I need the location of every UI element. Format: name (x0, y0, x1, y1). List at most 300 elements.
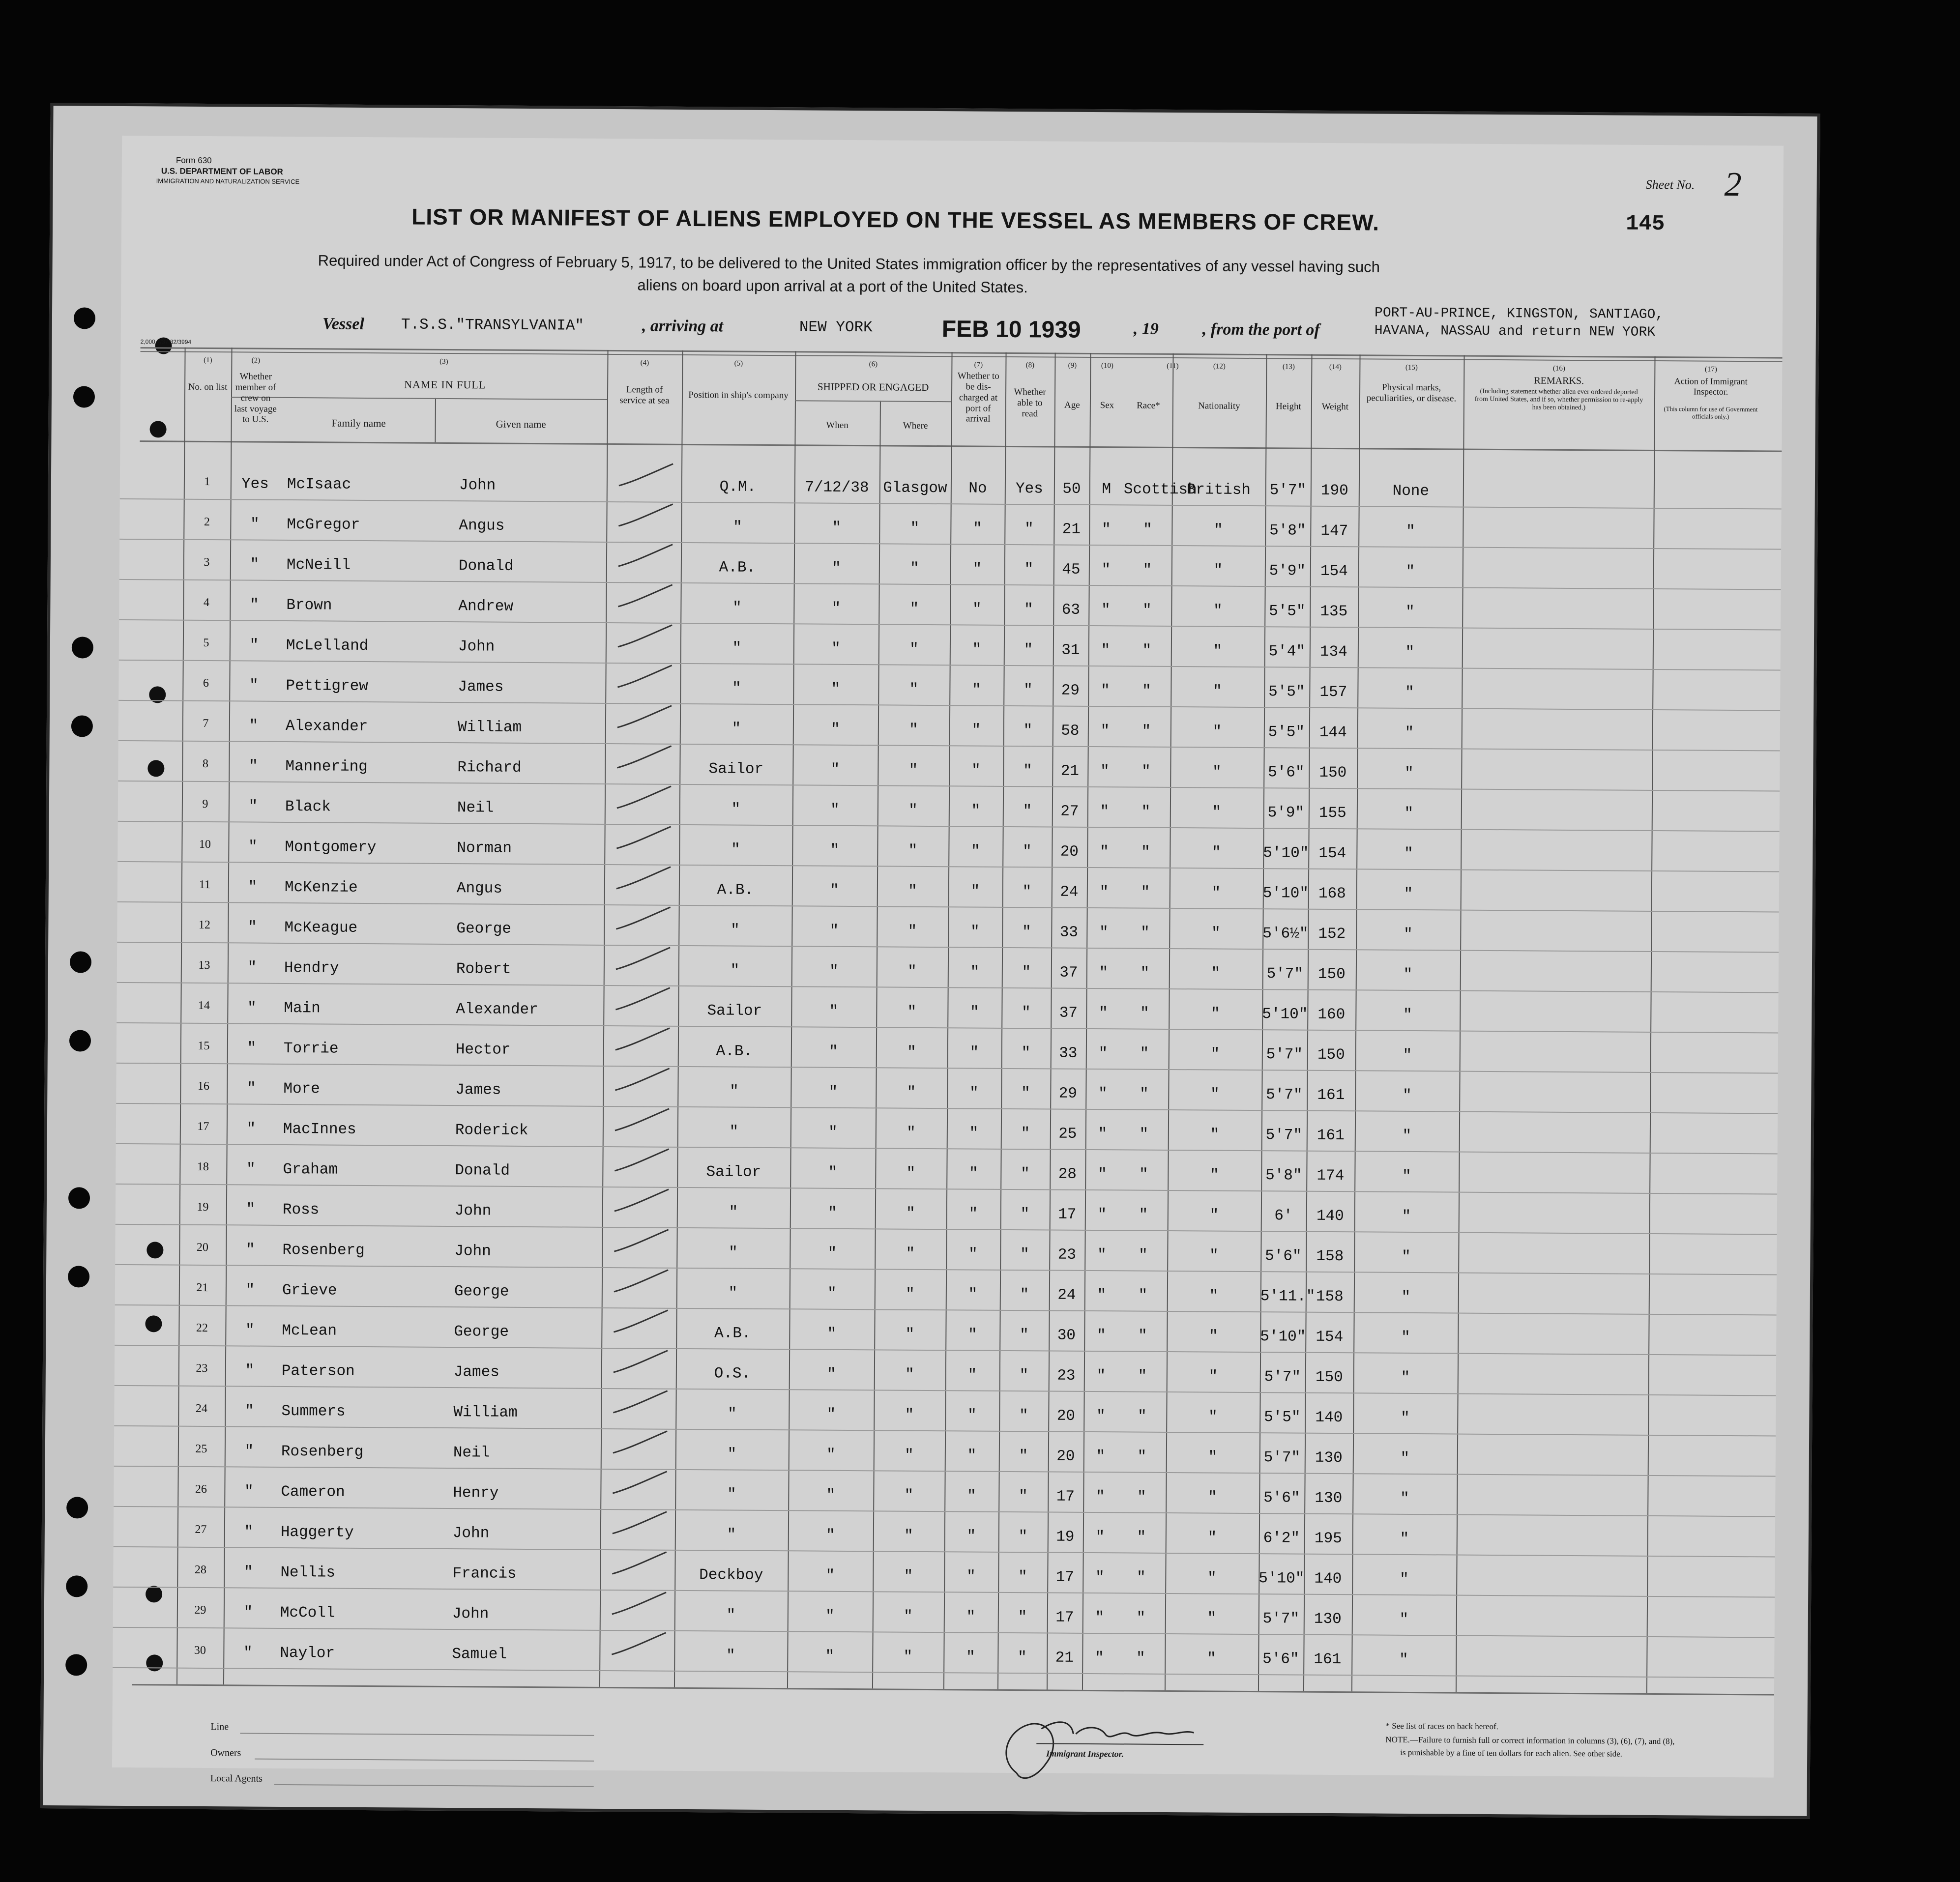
previous-voyage-cell: " (244, 1523, 254, 1541)
sheet-label: Sheet No. (1645, 177, 1695, 192)
previous-voyage-cell: " (245, 1281, 255, 1299)
given-name-cell: Henry (453, 1484, 499, 1502)
sex-cell: " (1099, 884, 1109, 901)
discharged-cell: " (971, 802, 981, 820)
nationality-cell: " (1208, 1408, 1218, 1426)
shipped-when-cell: " (825, 1527, 835, 1544)
position-cell: " (732, 519, 742, 536)
weight-cell: 190 (1320, 482, 1348, 500)
col-header-when: When (826, 420, 848, 431)
sex-cell: " (1101, 521, 1111, 539)
able-to-read-cell: " (1023, 803, 1032, 820)
weight-cell: 154 (1316, 1328, 1344, 1346)
discharged-cell: " (969, 1125, 979, 1142)
shipped-when-cell: " (825, 1567, 835, 1585)
position-cell: " (732, 599, 742, 617)
family-name-cell: McNeill (286, 556, 351, 574)
discharged-cell: " (966, 1568, 976, 1586)
weight-cell: 158 (1316, 1288, 1344, 1306)
race-cell: " (1141, 682, 1151, 700)
service-tick-mark (612, 1267, 671, 1297)
given-name-cell: John (459, 477, 496, 494)
row-number: 28 (194, 1563, 206, 1577)
nationality-cell: " (1211, 884, 1221, 902)
col-header-family-name: Family name (331, 417, 386, 430)
discharged-cell: " (969, 1004, 979, 1021)
family-name-cell: Graham (283, 1160, 338, 1179)
position-cell: Sailor (707, 1002, 762, 1020)
height-cell: 5'7" (1269, 482, 1307, 499)
sex-cell: " (1097, 1246, 1107, 1264)
given-name-cell: John (452, 1605, 489, 1623)
shipped-where-cell: " (907, 963, 917, 981)
age-cell: 21 (1060, 762, 1080, 780)
shipped-when-cell: " (831, 640, 841, 658)
col-number: (7) (974, 361, 983, 369)
physical-marks-cell: " (1399, 1651, 1408, 1669)
shipped-where-cell: " (909, 681, 919, 698)
discharged-cell: " (966, 1528, 976, 1545)
nationality-cell: " (1212, 804, 1222, 821)
given-name-cell: Robert (456, 960, 511, 978)
punch-hole (66, 1497, 88, 1518)
service-tick-mark (615, 703, 674, 733)
sex-cell: " (1101, 602, 1111, 619)
service-tick-mark (613, 1106, 672, 1136)
family-name-cell: Rosenberg (282, 1241, 365, 1259)
nationality-cell: " (1211, 844, 1221, 862)
race-cell: " (1140, 1045, 1149, 1063)
age-cell: 17 (1055, 1609, 1074, 1626)
col-header-sex: Sex (1100, 400, 1114, 411)
header-bottom-rule (140, 440, 1782, 452)
race-cell: " (1141, 803, 1151, 821)
height-cell: 5'7" (1263, 1449, 1301, 1467)
service-tick-mark (610, 1509, 669, 1539)
col-header-where: Where (903, 420, 928, 431)
discharged-cell: " (970, 842, 980, 860)
physical-marks-cell: " (1404, 845, 1413, 863)
weight-cell: 140 (1315, 1409, 1343, 1427)
age-cell: 58 (1061, 722, 1080, 740)
given-name-cell: George (454, 1323, 509, 1341)
physical-marks-cell: " (1400, 1449, 1410, 1467)
family-name-cell: Black (285, 798, 331, 816)
discharged-cell: " (971, 722, 981, 739)
able-to-read-cell: " (1021, 1044, 1031, 1062)
position-cell: " (727, 1526, 736, 1544)
age-cell: 50 (1062, 480, 1081, 498)
able-to-read-cell: " (1018, 1488, 1028, 1506)
table-bottom-rule (132, 1684, 1774, 1695)
service-tick-mark (615, 582, 674, 612)
weight-cell: 160 (1317, 1006, 1346, 1024)
col-header-physical-marks: Physical marks, peculiarities, or disease. (1366, 382, 1457, 404)
service-tick-mark (611, 1307, 670, 1337)
punch-hole (72, 637, 93, 658)
discharged-cell: " (970, 923, 980, 941)
able-to-read-cell: " (1019, 1327, 1029, 1344)
position-cell: " (729, 1204, 738, 1221)
row-number: 6 (203, 676, 209, 690)
weight-cell: 140 (1314, 1570, 1342, 1588)
race-cell: " (1142, 642, 1152, 660)
col-number: (2) (251, 356, 261, 365)
form-number: Form 630 (176, 155, 212, 166)
able-to-read-cell: " (1019, 1448, 1028, 1465)
previous-voyage-cell: " (250, 556, 260, 574)
previous-voyage-cell: " (246, 1120, 256, 1138)
vessel-name: T.S.S."TRANSYLVANIA" (401, 316, 585, 335)
height-cell: 5'10" (1260, 1328, 1306, 1346)
given-name-cell: James (455, 1081, 501, 1099)
shipped-when-cell: " (831, 559, 841, 577)
shipped-where-cell: " (909, 640, 919, 658)
shipped-when-cell: 7/12/38 (805, 479, 869, 497)
age-cell: 37 (1059, 964, 1078, 982)
sheet-number: 2 (1724, 165, 1742, 204)
shipped-where-cell: " (907, 1084, 916, 1101)
row-number: 12 (198, 918, 210, 932)
position-cell: " (730, 962, 740, 980)
shipped-when-cell: " (830, 761, 840, 779)
age-cell: 30 (1057, 1327, 1076, 1344)
shipped-where-cell: Glasgow (883, 479, 947, 497)
position-cell: Deckboy (699, 1566, 763, 1584)
position-cell: Sailor (708, 760, 764, 778)
sex-cell: " (1097, 1287, 1107, 1304)
able-to-read-cell: " (1023, 762, 1032, 780)
physical-marks-cell: " (1402, 1167, 1411, 1185)
previous-voyage-cell: " (244, 1443, 254, 1460)
discharged-cell: " (967, 1447, 977, 1465)
position-cell: O.S. (714, 1365, 751, 1383)
height-cell: 5'7" (1262, 1610, 1300, 1628)
previous-voyage-cell: " (248, 838, 258, 856)
weight-cell: 161 (1317, 1086, 1345, 1104)
family-name-cell: MacInnes (283, 1120, 356, 1138)
able-to-read-cell: " (1022, 883, 1032, 901)
given-name-cell: Neil (457, 799, 494, 817)
arriving-port: NEW YORK (799, 318, 873, 337)
owners-rule (255, 1759, 594, 1762)
shipped-where-cell: " (903, 1608, 913, 1625)
family-name-cell: McGregor (287, 516, 360, 534)
penalty-note: NOTE.—Failure to furnish full or correct information in columns (3), (6), (7), and (8), (1385, 1735, 1675, 1746)
discharged-cell: " (972, 641, 982, 659)
race-cell: " (1139, 1085, 1149, 1103)
sex-cell: " (1096, 1408, 1106, 1425)
nationality-cell: " (1207, 1489, 1217, 1506)
weight-cell: 152 (1318, 925, 1346, 943)
weight-cell: 174 (1316, 1167, 1345, 1185)
height-cell: 5'6" (1262, 1650, 1299, 1668)
position-cell: " (727, 1486, 736, 1504)
row-number: 16 (197, 1079, 209, 1093)
punch-hole (66, 1575, 88, 1597)
given-name-cell: George (456, 920, 512, 938)
age-cell: 17 (1058, 1206, 1077, 1223)
previous-voyage-cell: " (249, 637, 259, 654)
nationality-cell: " (1213, 521, 1223, 539)
race-cell: " (1142, 561, 1152, 579)
nationality-cell: " (1212, 723, 1222, 741)
shipped-where-cell: " (909, 600, 919, 618)
position-cell: Q.M. (719, 478, 757, 496)
height-cell: 5'8" (1265, 1167, 1302, 1185)
sex-cell: " (1100, 803, 1110, 821)
height-cell: 5'5" (1264, 1409, 1301, 1426)
weight-cell: 154 (1320, 562, 1348, 580)
service-tick-mark (610, 1469, 669, 1499)
discharged-cell: " (966, 1608, 976, 1626)
race-cell: " (1137, 1529, 1146, 1546)
nationality-cell: " (1212, 763, 1222, 781)
nationality-cell: " (1210, 1086, 1220, 1103)
discharged-cell: " (968, 1286, 978, 1303)
sex-cell: " (1095, 1569, 1105, 1587)
height-cell: 5'7" (1266, 965, 1304, 983)
height-cell: 5'10" (1262, 1006, 1308, 1023)
col-number: (17) (1704, 365, 1717, 374)
shipped-when-cell: " (829, 922, 839, 940)
able-to-read-cell: " (1020, 1206, 1030, 1223)
shipped-where-cell: " (907, 882, 917, 900)
service-tick-mark (611, 1428, 670, 1458)
shipped-when-cell: " (827, 1285, 837, 1303)
nationality-cell: " (1208, 1368, 1218, 1386)
given-name-cell: Angus (459, 517, 505, 535)
discharged-cell: " (968, 1205, 978, 1223)
height-cell: 5'6" (1265, 1247, 1302, 1265)
discharged-cell: " (969, 1044, 979, 1062)
penalty-note-2: is punishable by a fine of ten dollars for each alien. See other side. (1400, 1747, 1623, 1759)
form-area (112, 136, 1784, 1784)
col-number: (1) (204, 356, 212, 365)
able-to-read-cell: " (1024, 641, 1033, 659)
shipped-when-cell: " (825, 1607, 835, 1625)
col-header-nationality: Nationality (1198, 401, 1240, 411)
age-cell: 24 (1057, 1286, 1076, 1304)
able-to-read-cell: " (1023, 722, 1033, 740)
family-name-cell: Cameron (281, 1483, 345, 1501)
nationality-cell: " (1209, 1166, 1219, 1184)
service-tick-mark (612, 1146, 671, 1176)
position-cell: " (731, 720, 741, 738)
race-cell: " (1136, 1609, 1146, 1627)
shipped-when-cell: " (829, 1003, 839, 1020)
page-stamp-number: 145 (1626, 211, 1665, 237)
race-cell: Scottish (1123, 481, 1197, 499)
family-name-cell: More (283, 1080, 320, 1098)
shipped-when-cell: " (831, 600, 841, 617)
age-cell: 17 (1055, 1568, 1075, 1586)
physical-marks-cell: " (1400, 1490, 1409, 1507)
print-code: 2,000 7/37 32/3994 (140, 338, 192, 346)
row-number: 27 (195, 1523, 207, 1536)
position-cell: A.B. (716, 1042, 753, 1060)
row-number: 9 (202, 797, 208, 811)
shipped-when-cell: " (830, 841, 840, 859)
shipped-where-cell: " (908, 802, 918, 819)
row-number: 2 (204, 515, 210, 529)
previous-voyage-cell: " (245, 1241, 255, 1259)
able-to-read-cell: " (1022, 843, 1032, 861)
previous-voyage-cell: " (249, 677, 259, 695)
weight-cell: 134 (1319, 643, 1347, 661)
row-number: 30 (194, 1644, 206, 1657)
nationality-cell: " (1211, 925, 1221, 942)
shipped-when-cell: " (832, 519, 842, 537)
previous-voyage-cell: " (246, 1080, 256, 1098)
previous-voyage-cell: " (249, 717, 259, 735)
col-number: (6) (869, 360, 878, 369)
height-cell: 5'10" (1258, 1570, 1305, 1588)
row-number: 1 (204, 475, 210, 489)
shipped-where-cell: " (904, 1527, 913, 1545)
row-number: 22 (196, 1321, 208, 1335)
col-number: (11) (1167, 362, 1179, 371)
discharged-cell: " (968, 1245, 978, 1263)
punch-hole (68, 1187, 90, 1209)
service-tick-mark (614, 904, 673, 934)
line-label: Line (210, 1721, 229, 1733)
shipped-where-cell: " (904, 1567, 913, 1585)
shipped-where-cell: " (905, 1285, 915, 1303)
shipped-where-cell: " (905, 1366, 914, 1384)
race-cell: " (1141, 884, 1150, 901)
given-name-cell: Donald (458, 557, 514, 575)
previous-voyage-cell: " (245, 1322, 255, 1339)
family-name-cell: McKeague (284, 919, 358, 937)
punch-hole (74, 307, 95, 329)
family-name-cell: Torrie (283, 1040, 339, 1058)
able-to-read-cell: " (1020, 1165, 1030, 1183)
weight-cell: 147 (1320, 522, 1348, 540)
row-number: 20 (196, 1241, 208, 1254)
nationality-cell: " (1213, 562, 1223, 579)
age-cell: 19 (1056, 1528, 1075, 1546)
nationality-cell: " (1209, 1247, 1219, 1265)
weight-cell: 161 (1316, 1127, 1345, 1145)
col-number: (3) (439, 357, 448, 366)
discharged-cell: " (972, 601, 982, 618)
row-number: 3 (204, 555, 210, 569)
discharged-cell: " (972, 520, 982, 538)
agents-rule (274, 1784, 594, 1787)
shipped-when-cell: " (830, 801, 840, 819)
discharged-cell: " (967, 1366, 977, 1384)
family-name-cell: Pettigrew (286, 677, 368, 695)
height-cell: 5'10" (1262, 885, 1309, 902)
age-cell: 33 (1059, 924, 1079, 941)
discharged-cell: " (970, 883, 980, 900)
given-name-cell: Samuel (452, 1646, 507, 1663)
shipped-when-cell: " (831, 680, 841, 698)
height-cell: 5'6" (1263, 1489, 1300, 1507)
physical-marks-cell: " (1399, 1611, 1409, 1628)
line-rule (240, 1733, 594, 1736)
weight-cell: 154 (1318, 844, 1346, 863)
previous-voyage-cell: Yes (241, 475, 269, 493)
physical-marks-cell: " (1402, 1127, 1412, 1145)
age-cell: 21 (1062, 521, 1081, 538)
previous-voyage-cell: " (250, 516, 260, 533)
from-port-label: , from the port of (1202, 320, 1320, 339)
family-name-cell: McLelland (286, 637, 369, 655)
nationality-cell: " (1207, 1610, 1217, 1627)
age-cell: 23 (1057, 1367, 1076, 1385)
position-cell: " (726, 1647, 735, 1665)
shipped-where-cell: " (906, 1164, 916, 1182)
given-name-cell: Andrew (458, 598, 514, 615)
previous-voyage-cell: " (248, 878, 258, 896)
discharged-cell: " (970, 963, 980, 981)
race-cell: " (1138, 1246, 1148, 1264)
position-cell: " (731, 680, 741, 697)
position-cell: " (730, 922, 740, 939)
shipped-where-cell: " (907, 1003, 917, 1021)
physical-marks-cell: " (1404, 764, 1414, 782)
age-cell: 24 (1060, 883, 1079, 901)
col-header-number: No. on list (188, 381, 228, 393)
year-label: , 19 (1133, 319, 1159, 338)
position-cell: A.B. (714, 1325, 751, 1342)
physical-marks-cell: " (1401, 1288, 1411, 1306)
page-title: LIST OR MANIFEST OF ALIENS EMPLOYED ON THE VESSEL AS MEMBERS OF CREW. (411, 203, 1380, 235)
previous-voyage-cell: " (246, 1201, 256, 1218)
weight-cell: 161 (1314, 1650, 1342, 1669)
previous-voyage-cell: " (249, 596, 259, 614)
shipped-when-cell: " (828, 1124, 838, 1141)
col-header-age: Age (1064, 400, 1080, 410)
height-cell: 6'2" (1263, 1530, 1300, 1547)
col-header-discharged: Whether to be dis-charged at port of arrival (957, 371, 999, 425)
shipped-when-cell: " (827, 1245, 837, 1262)
row-number: 14 (198, 999, 210, 1013)
shipped-when-cell: " (830, 721, 840, 738)
service-tick-mark (616, 501, 675, 531)
nationality-cell: " (1210, 1126, 1220, 1144)
shipped-where-cell: " (910, 520, 920, 537)
given-name-cell: John (452, 1525, 490, 1542)
family-name-cell: McIsaac (287, 475, 351, 493)
punch-hole (69, 1030, 91, 1051)
col-number: (5) (734, 359, 743, 368)
physical-marks-cell: " (1402, 1087, 1412, 1104)
row-number: 15 (198, 1039, 210, 1053)
race-cell: " (1138, 1287, 1148, 1304)
physical-marks-cell: " (1405, 603, 1415, 621)
sex-cell: " (1101, 561, 1111, 579)
shipped-when-cell: " (826, 1446, 836, 1464)
age-cell: 17 (1056, 1488, 1075, 1506)
race-cell: " (1140, 964, 1150, 982)
service-tick-mark (613, 1066, 672, 1096)
position-cell: " (726, 1607, 736, 1624)
race-cell: " (1138, 1367, 1147, 1385)
col-number: (14) (1329, 363, 1342, 372)
height-cell: 5'9" (1269, 562, 1306, 580)
able-to-read-cell: " (1024, 521, 1034, 538)
service-tick-mark (611, 1388, 670, 1418)
service-tick-mark (616, 542, 675, 572)
sex-cell: " (1100, 723, 1110, 740)
service-tick-mark (613, 1025, 672, 1055)
owners-label: Owners (210, 1747, 241, 1759)
nationality-cell: " (1210, 1045, 1220, 1063)
physical-marks-cell: " (1404, 885, 1413, 903)
